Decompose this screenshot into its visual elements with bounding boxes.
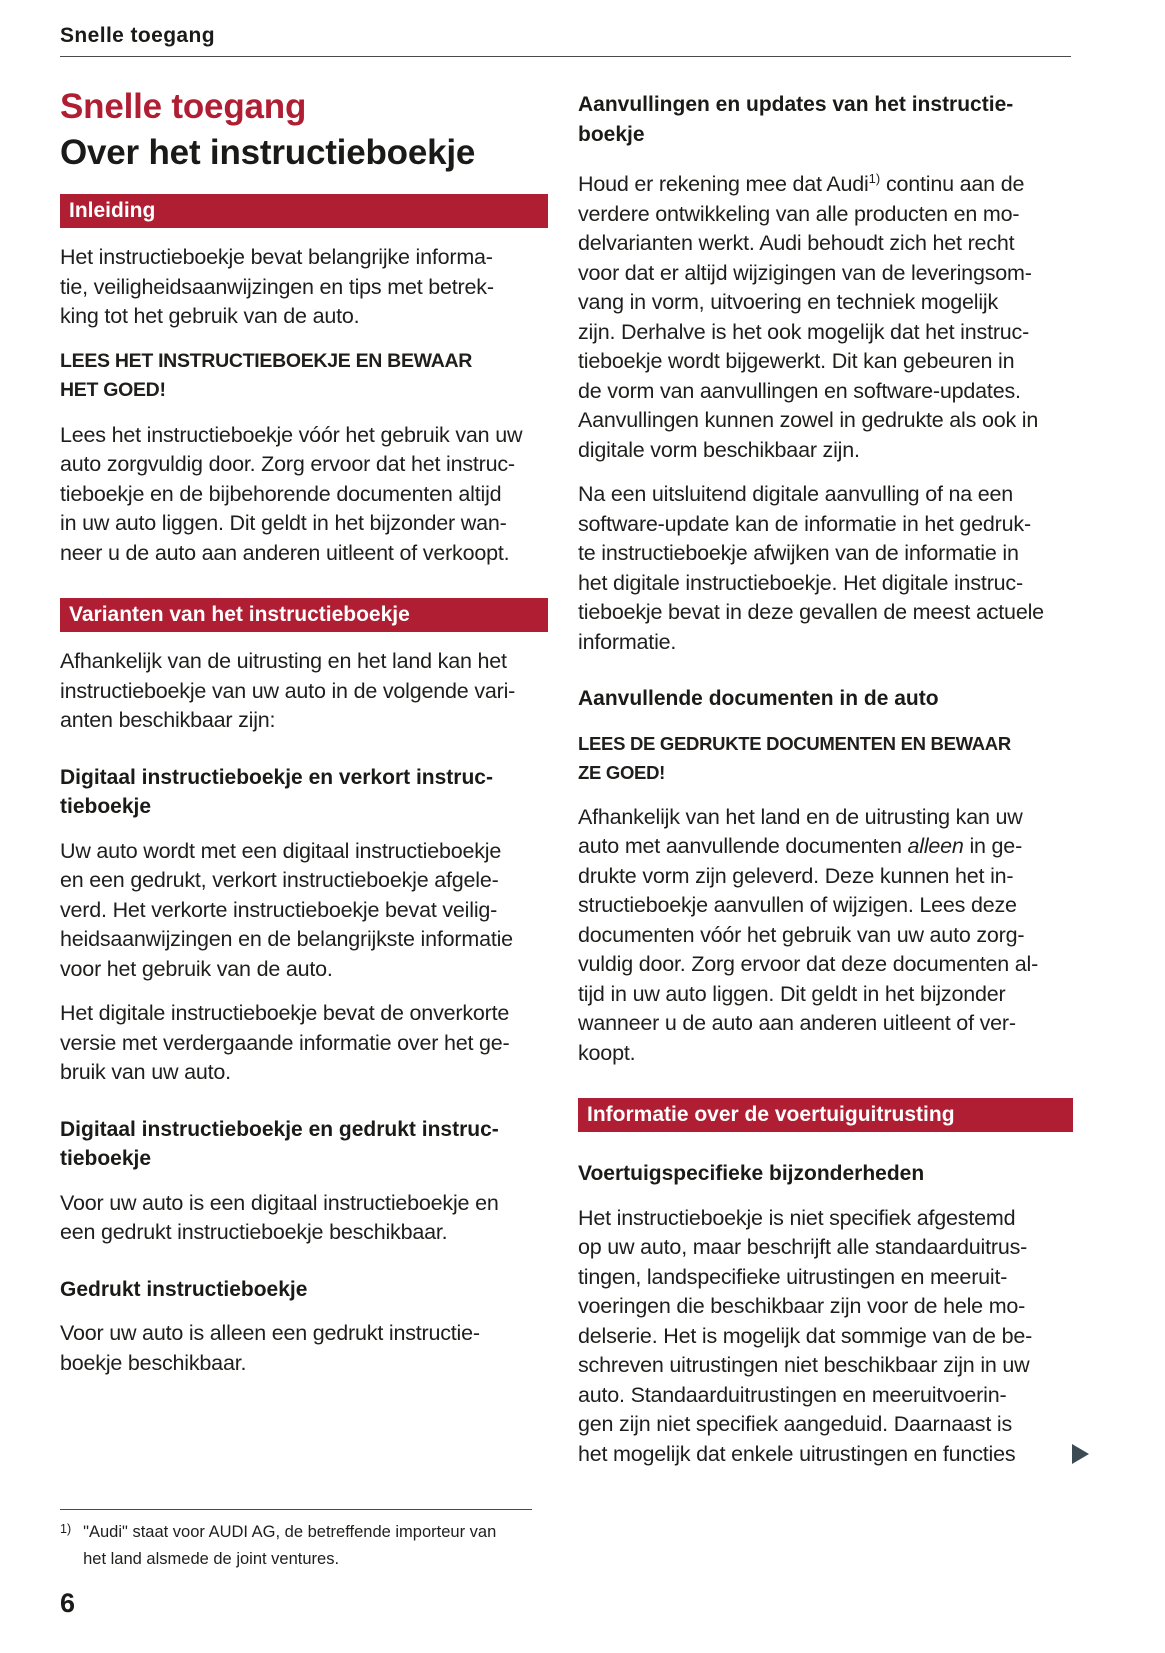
footnote-rule <box>60 1509 532 1510</box>
heading-gedrukt: Gedrukt instructieboekje <box>60 1277 308 1301</box>
paragraph-voertuig <box>578 1204 1073 1470</box>
footnote <box>60 1519 532 1573</box>
paragraph-digitaal-verkort-2: Het digitale instructieboekje bevat de onverkorte versie met verdergaande informatie over het ge- bruik van uw auto. <box>60 1001 510 1084</box>
left-column <box>60 86 548 1393</box>
paragraph-voertuig-text: Het instructieboekje is niet specifiek afgestemd op uw auto, maar beschrijft alle standaarduitrus- tingen, landspecifieke uitrustingen en meeruit- voeringen die beschikbaar zijn voor de hele mo- delserie. Het is mogelijk dat sommige van de be- schreven uitrustingen niet beschikbaar zijn in uw auto. Standaarduitrustingen en meeruitvoerin- gen zijn niet specifiek aangeduid. Daarnaast is het mogelijk dat enkele uitrustingen en functies <box>578 1205 1033 1466</box>
banner-varianten: Varianten van het instructieboekje <box>60 598 548 632</box>
heading-voertuigspecifiek: Voertuigspecifieke bijzonderheden <box>578 1162 925 1186</box>
paragraph-gedrukt: Voor uw auto is alleen een gedrukt instructie- boekje beschikbaar. <box>60 1321 480 1375</box>
emphasis-alleen: alleen <box>907 834 964 859</box>
footnote-area <box>60 1509 532 1573</box>
page-number: 6 <box>60 1588 76 1618</box>
banner-inleiding: Inleiding <box>60 194 548 228</box>
paragraph-lees-body: Lees het instructieboekje vóór het gebruik van uw auto zorgvuldig door. Zorg ervoor dat het instruc- tieboekje en de bijbehorende documenten altijd in uw auto liggen. Dit geldt in het bijzonder wan- neer u de auto aan anderen uitleent of verkoopt. <box>60 422 523 565</box>
section-title: Over het instructieboekje <box>60 133 476 172</box>
footnote-reference: 1) <box>868 171 881 186</box>
running-header: Snelle toegang <box>60 24 215 47</box>
heading-digitaal-verkort: Digitaal instructieboekje en verkort instruc- tieboekje <box>60 765 493 818</box>
heading-aanvullingen: Aanvullingen en updates van het instructie- boekje <box>578 93 1014 146</box>
paragraph-intro: Het instructieboekje bevat belangrijke informa- tie, veiligheidsaanwijzingen en tips met betrek- king tot het gebruik van de auto. <box>60 245 494 328</box>
right-column <box>578 90 1073 1469</box>
paragraph-varianten: Afhankelijk van de uitrusting en het land kan het instructieboekje van uw auto in de volgende vari- anten beschikbaar zijn: <box>60 649 516 732</box>
paragraph-lees-warning: LEES HET INSTRUCTIEBOEKJE EN BEWAAR HET GOED! <box>60 349 473 401</box>
footnote-text: "Audi" staat voor AUDI AG, de betreffende importeur van het land alsmede de joint ventures. <box>83 1523 497 1568</box>
paragraph-lees-ze-warning: LEES DE GEDRUKTE DOCUMENTEN EN BEWAAR ZE GOED! <box>578 732 1011 784</box>
paragraph-houd-text: Houd er rekening mee dat Audi <box>578 172 869 197</box>
banner-informatie-voertuiguitrusting: Informatie over de voertuiguitrusting <box>578 1098 1073 1132</box>
paragraph-afhankelijk-text: Afhankelijk van het land en de uitrusting kan uw auto met aanvullende documenten <box>578 804 1023 859</box>
paragraph-digitaal-verkort-1: Uw auto wordt met een digitaal instructieboekje en een gedrukt, verkort instructieboekje afgele- verd. Het verkorte instructieboekje bevat veilig- heidsaanwijzingen en de belangrijkste informatie voor het gebruik van de auto. <box>60 838 513 981</box>
paragraph-houd <box>578 164 1073 465</box>
paragraph-houd-text-cont: continu aan de verdere ontwikkeling van alle producten en mo- delvarianten werkt. Audi behoudt zich het recht voor dat er altijd wijzigingen van de leveringsom- vang in vorm, uitvoering en techniek mogelijk zijn. Derhalve is het ook mogelijk dat het instruc- tieboekje wordt bijgewerkt. Dit kan gebeuren in de vorm van aanvullingen en software-updates. Aanvullingen kunnen zowel in gedrukte als ook in digitale vorm beschikbaar zijn. <box>578 172 1039 462</box>
header-rule <box>60 56 1071 57</box>
heading-digitaal-gedrukt: Digitaal instructieboekje en gedrukt instruc- tieboekje <box>60 1117 499 1170</box>
chapter-title: Snelle toegang <box>60 87 307 126</box>
continuation-arrow-icon <box>1072 1444 1089 1464</box>
paragraph-afhankelijk-text-cont: in ge- drukte vorm zijn geleverd. Deze kunnen het in- structieboekje aanvullen of wijzigen. Lees deze documenten vóór het gebruik van uw auto zorg- vuldig door. Zorg ervoor dat deze documenten al- tijd in uw auto liggen. Dit geldt in het bijzonder wanneer u de auto aan anderen uitleent of ver- koopt. <box>578 834 1039 1065</box>
paragraph-na-update: Na een uitsluitend digitale aanvulling of na een software-update kan de informatie in het gedruk- te instructieboekje afwijken van de informatie in het digitale instructieboekje. Het digitale instruc- tieboekje bevat in deze gevallen de meest actuele informatie. <box>578 482 1044 654</box>
footnote-marker: 1) <box>60 1522 72 1536</box>
paragraph-digitaal-gedrukt: Voor uw auto is een digitaal instructieboekje en een gedrukt instructieboekje beschikbaar. <box>60 1190 499 1244</box>
paragraph-afhankelijk-land <box>578 803 1073 1069</box>
heading-aanvullende-documenten: Aanvullende documenten in de auto <box>578 687 939 711</box>
